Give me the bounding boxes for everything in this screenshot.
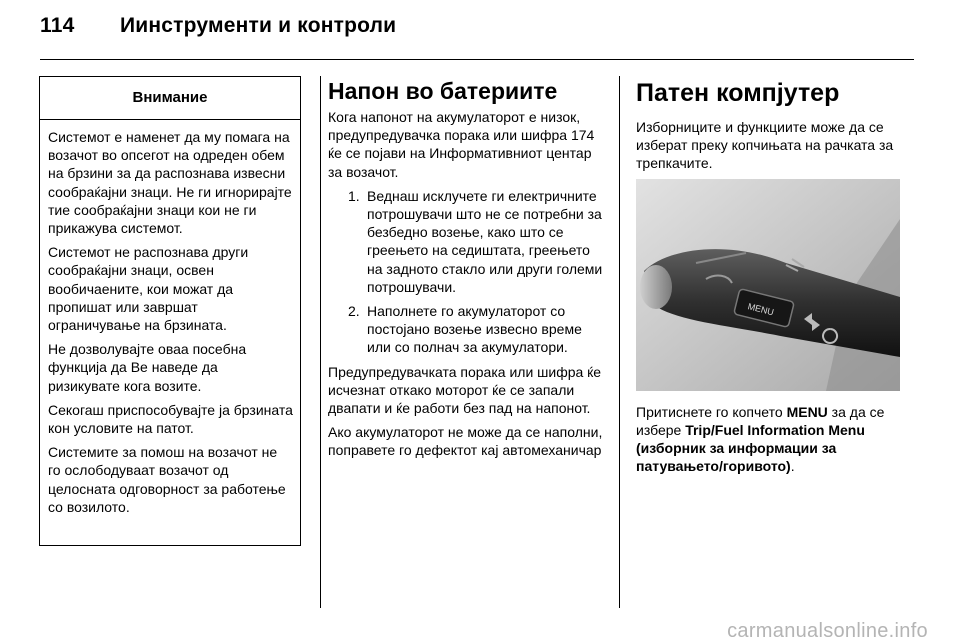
battery-intro: Кога напонот на акумулаторот е низок, предупредувачка порака или шифра 174 ќе се појави на Информативниот центар за возачот. xyxy=(328,109,595,180)
watermark: carmanualsonline.info xyxy=(727,620,928,642)
menu-key-label: MENU xyxy=(786,403,828,420)
warning-body xyxy=(40,120,300,516)
trip-heading: Патен компјутер xyxy=(636,79,840,107)
header-rule xyxy=(40,59,914,60)
warning-paragraph: Не дозволувајте оваа посебна функција да Ве наведе да ризикувате кога возите. xyxy=(48,341,247,394)
page-title: Иинструменти и контроли xyxy=(120,14,397,37)
trip-menu-name: Trip/Fuel Information Menu (изборник за информации за патувањето/горивото) xyxy=(636,421,865,475)
step-number: 1. xyxy=(348,187,360,204)
stalk-photo xyxy=(636,179,900,391)
warning-paragraph: Системот е наменет да му помага на возачот во опсегот на одреден обем на брзини за да распознава извесни сообраќајни знаци. Не ги игнорирајте тие сообраќајни знаци кои не ги прикажува системот. xyxy=(48,129,292,237)
battery-paragraph: Ако акумулаторот не може да се наполни, поправете го дефектот кај автомеханичар xyxy=(328,424,603,459)
trip-caption xyxy=(636,403,914,476)
caption-end: . xyxy=(790,458,795,475)
battery-section xyxy=(328,76,606,466)
column-divider-left xyxy=(320,76,321,608)
turn-signal-stalk-image xyxy=(636,179,900,391)
warning-paragraph: Системите за помош на возачот не го ослободуваат возачот од целосната одговорност за работење со возилото. xyxy=(48,444,286,515)
page-header xyxy=(40,14,910,44)
menu-label-on-stalk: MENU xyxy=(746,300,775,317)
column-divider-right xyxy=(619,76,620,608)
step-text: Наполнете го акумулаторот со постојано возење извесно време или со полнач за акумулатори. xyxy=(367,303,582,356)
caption-pre: Притиснете го копчето xyxy=(636,403,787,420)
caption-mid: за да се избере xyxy=(636,403,885,438)
trip-intro: Изборниците и функциите може да се изберат преку копчињата на рачката за трепкачите. xyxy=(636,119,894,172)
warning-paragraph: Системот не распознава други сообраќајни знаци, освен вообичаените, кои можат да пропишат или завршат ограничување на брзината. xyxy=(48,244,249,334)
warning-paragraph: Секогаш приспособувајте ја брзината кон условите на патот. xyxy=(48,401,293,437)
warning-heading: Внимание xyxy=(40,77,300,120)
list-item xyxy=(328,187,606,296)
warning-box xyxy=(39,76,301,546)
step-number: 2. xyxy=(348,303,360,320)
step-text: Веднаш исклучете ги електричните потрошувачи што не се потребни за безбедно возење, како што се греењето на седиштата, греењето на задното стакло или други големи потрошувачи. xyxy=(367,187,603,295)
list-item xyxy=(328,302,606,357)
battery-paragraph: Предупредувачката порака или шифра ќе исчезнат откако моторот ќе се запали двапати и ќе работи без пад на напонот. xyxy=(328,363,602,417)
page-number: 114 xyxy=(40,14,75,37)
trip-section xyxy=(636,76,914,481)
battery-heading: Напон во батериите xyxy=(328,78,558,104)
battery-steps xyxy=(328,187,606,357)
